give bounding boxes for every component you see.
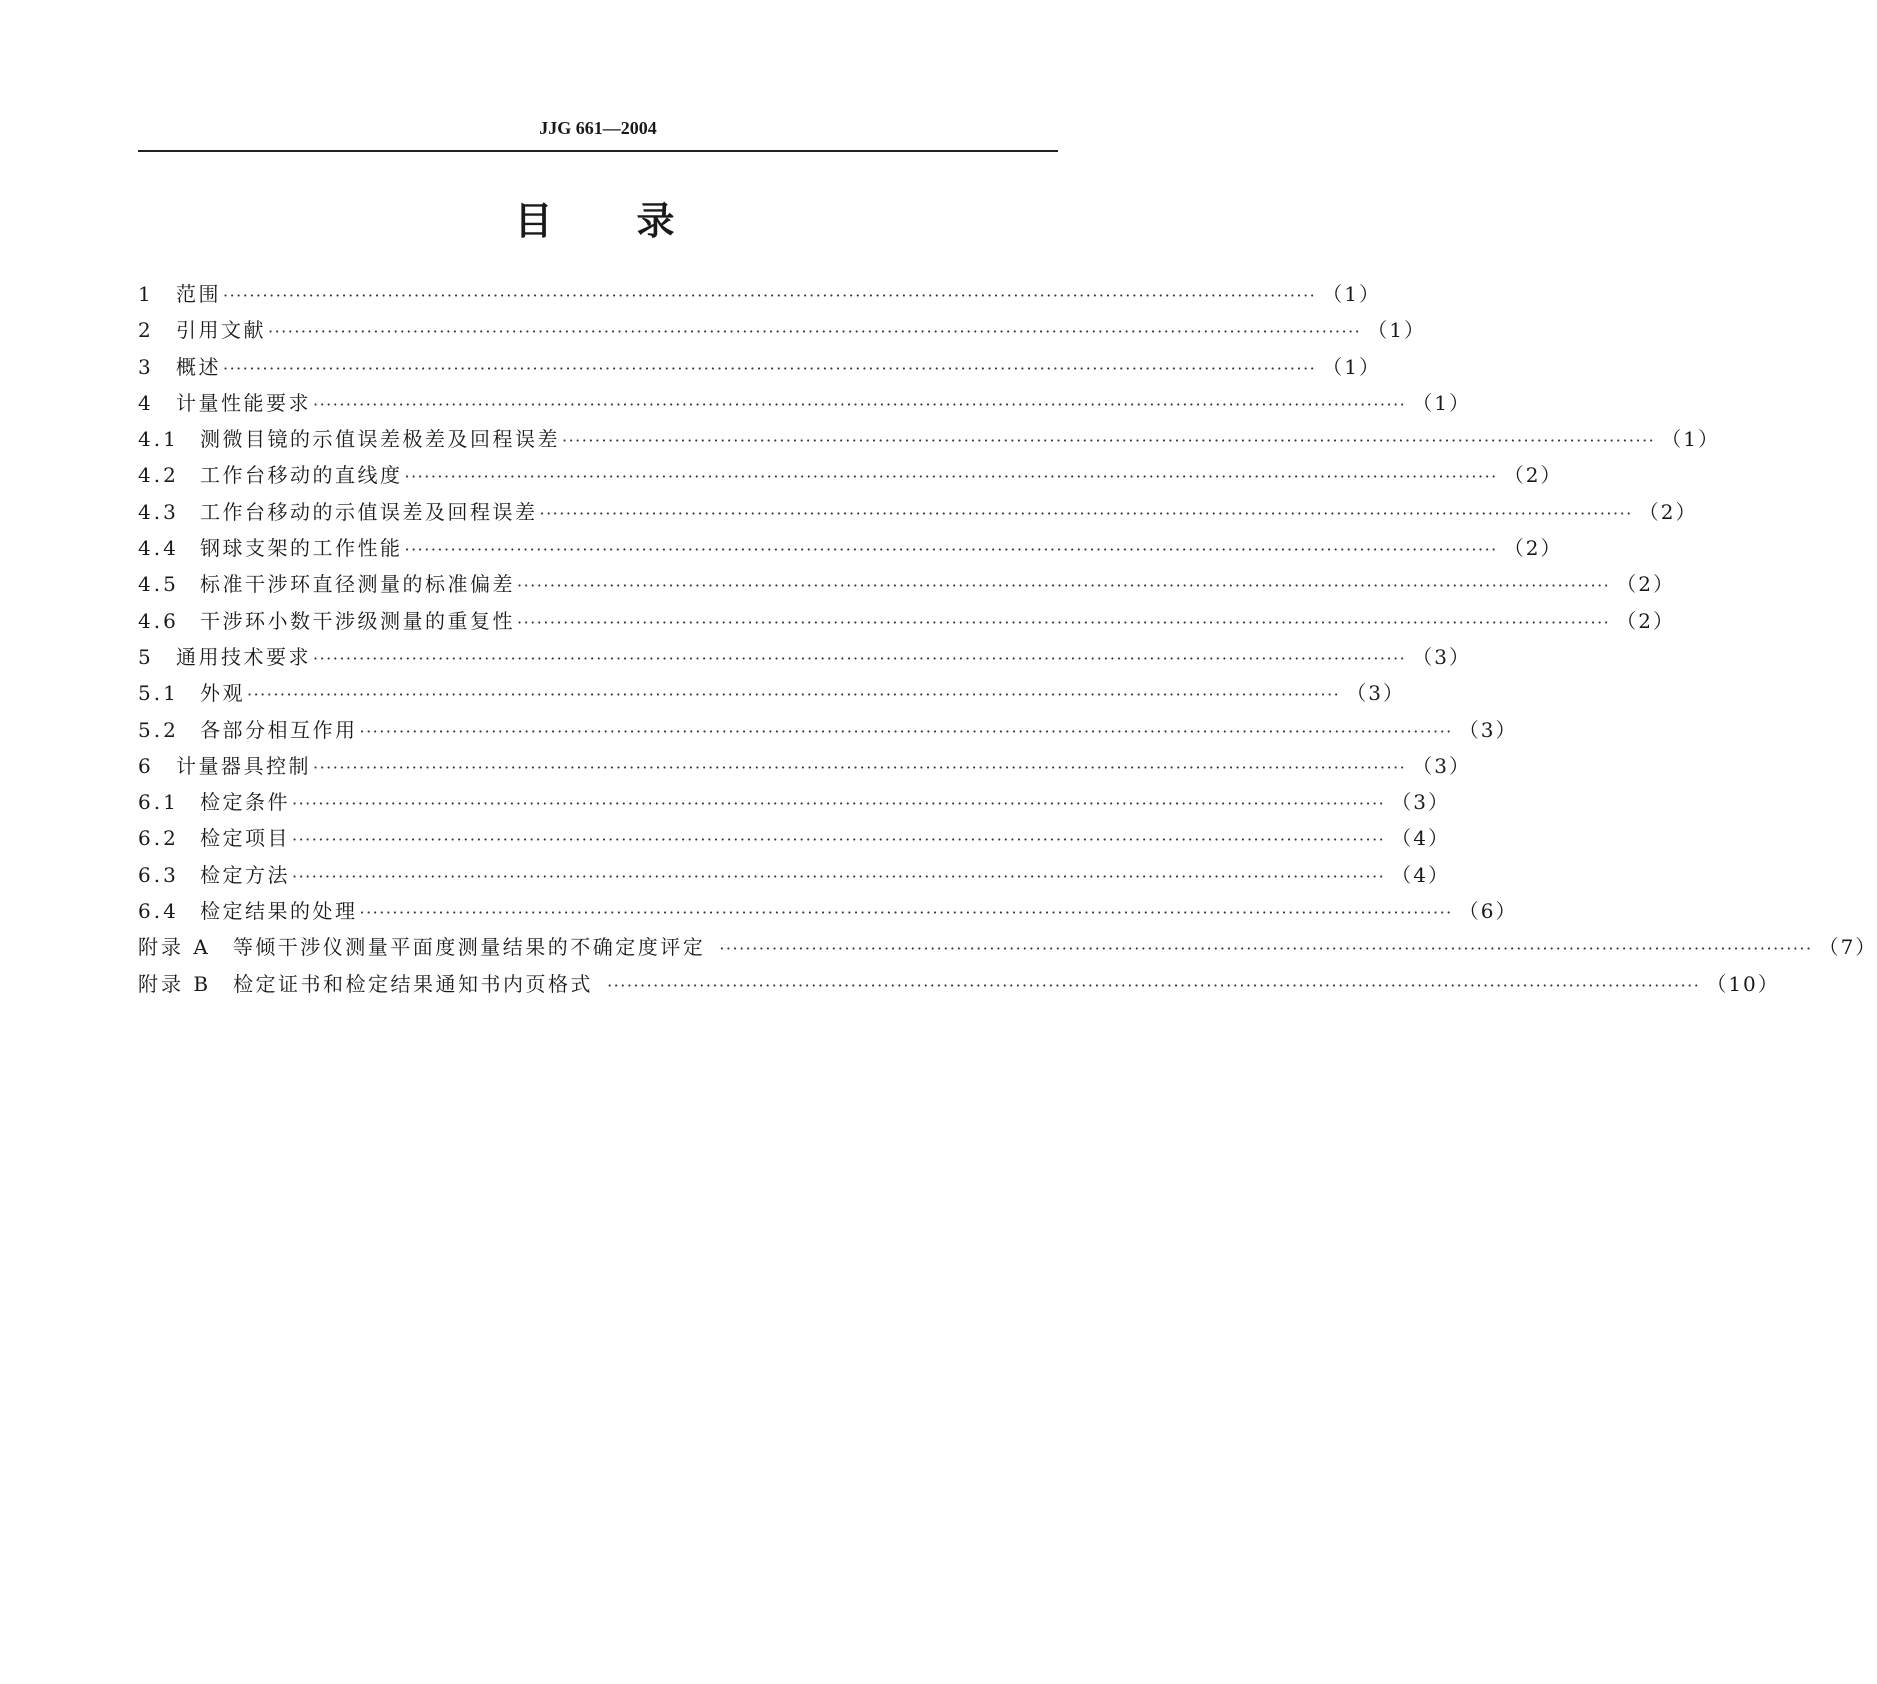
toc-number: 4.1: [138, 427, 179, 452]
title-char-2: 录: [636, 199, 677, 243]
toc-number: 附录 B: [138, 971, 212, 996]
toc-number: 6.4: [138, 899, 179, 924]
toc-leader-dots: [607, 968, 1700, 1004]
toc-title: 外观: [200, 681, 245, 706]
toc-title: 概述: [176, 354, 221, 379]
toc-number: 5.2: [138, 717, 179, 742]
toc-page-number: （2）: [1503, 536, 1563, 561]
toc-title: 测微目镜的示值误差极差及回程误差: [200, 427, 560, 452]
toc-title: 等倾干涉仪测量平面度测量结果的不确定度评定: [232, 935, 706, 960]
toc-leader-dots: [719, 931, 1812, 967]
toc-entry-appendix-b[interactable]: [138, 966, 1780, 1002]
toc-page-number: （2）: [1616, 572, 1675, 597]
toc-leader-dots: [517, 568, 1610, 604]
toc-number: 附录 A: [138, 935, 211, 960]
toc-number: 1: [138, 282, 154, 306]
toc-number: 4.2: [138, 463, 179, 488]
toc-page-number: （3）: [1346, 681, 1405, 706]
toc-entry[interactable]: [138, 530, 1563, 566]
toc-entry[interactable]: [138, 675, 1405, 711]
toc-page-number: （3）: [1412, 753, 1471, 778]
table-of-contents: [138, 276, 1877, 1002]
toc-number: 6.1: [138, 790, 179, 815]
toc-title: 通用技术要求: [176, 644, 311, 669]
toc-leader-dots: [223, 351, 1316, 387]
toc-title: 干涉环小数干涉级测量的重复性: [200, 608, 515, 633]
toc-number: 6: [138, 753, 154, 778]
page-title: [0, 196, 1191, 246]
toc-title: 检定证书和检定结果通知书内页格式: [233, 971, 594, 996]
toc-number: 4.3: [138, 499, 179, 524]
toc-number: 3: [138, 354, 154, 379]
toc-entry[interactable]: [138, 566, 1675, 602]
toc-page-number: （1）: [1322, 354, 1381, 379]
toc-leader-dots: [268, 314, 1361, 350]
toc-page-number: （7）: [1818, 935, 1877, 960]
toc-title: 各部分相互作用: [200, 717, 358, 742]
toc-number: 5.1: [138, 681, 179, 706]
toc-entry[interactable]: [138, 421, 1720, 457]
toc-number: 4.5: [138, 572, 179, 597]
toc-page-number: （1）: [1661, 427, 1720, 452]
toc-leader-dots: [405, 532, 1498, 568]
toc-number: 4.6: [138, 608, 179, 633]
toc-leader-dots: [292, 786, 1385, 822]
toc-title: 标准干涉环直径测量的标准偏差: [200, 572, 515, 597]
toc-page-number: （2）: [1503, 463, 1563, 488]
toc-title: 工作台移动的直线度: [200, 463, 403, 488]
toc-title: 工作台移动的示值误差及回程误差: [200, 499, 538, 524]
toc-entry[interactable]: [138, 457, 1563, 493]
toc-number: 4: [138, 390, 154, 415]
toc-page-number: （2）: [1616, 608, 1675, 633]
toc-leader-dots: [517, 605, 1610, 641]
toc-page-number: （3）: [1412, 644, 1471, 669]
toc-entry[interactable]: [138, 603, 1675, 639]
toc-number: 6.3: [138, 862, 179, 887]
document-code: JJG 661—2004: [539, 118, 657, 138]
toc-leader-dots: [223, 278, 1316, 314]
toc-title: 检定结果的处理: [200, 899, 358, 924]
toc-title: 计量性能要求: [176, 390, 311, 415]
page-header: [138, 114, 1058, 152]
toc-leader-dots: [540, 496, 1633, 532]
toc-leader-dots: [292, 859, 1385, 895]
toc-title: 检定条件: [200, 790, 290, 815]
toc-entry[interactable]: [138, 276, 1381, 312]
toc-title: 引用文献: [176, 318, 266, 343]
toc-leader-dots: [313, 641, 1406, 677]
toc-page-number: （3）: [1458, 717, 1518, 742]
toc-title: 检定方法: [200, 862, 290, 887]
toc-number: 2: [138, 318, 154, 343]
toc-page-number: （1）: [1367, 318, 1426, 343]
toc-number: 6.2: [138, 826, 179, 851]
toc-leader-dots: [360, 714, 1453, 750]
toc-leader-dots: [247, 677, 1340, 713]
toc-leader-dots: [360, 895, 1453, 931]
toc-title: 检定项目: [200, 826, 290, 851]
toc-entry[interactable]: [138, 639, 1471, 675]
toc-page-number: （1）: [1412, 390, 1471, 415]
toc-page-number: （3）: [1391, 790, 1450, 815]
toc-page-number: （4）: [1391, 862, 1450, 887]
toc-entry[interactable]: [138, 385, 1471, 421]
toc-leader-dots: [405, 459, 1498, 495]
toc-page-number: （1）: [1322, 282, 1381, 306]
toc-entry[interactable]: [138, 784, 1450, 820]
toc-entry[interactable]: [138, 312, 1426, 348]
title-char-1: 目: [514, 199, 555, 243]
toc-page-number: （6）: [1458, 899, 1518, 924]
toc-leader-dots: [313, 387, 1406, 423]
toc-entry[interactable]: [138, 748, 1471, 784]
toc-entry[interactable]: [138, 893, 1518, 929]
toc-title: 钢球支架的工作性能: [200, 536, 403, 561]
toc-title: 范围: [176, 282, 221, 306]
toc-entry-appendix-a[interactable]: [138, 929, 1877, 965]
toc-entry[interactable]: [138, 857, 1450, 893]
toc-page-number: （10）: [1706, 971, 1780, 996]
toc-entry[interactable]: [138, 494, 1698, 530]
toc-leader-dots: [313, 750, 1406, 786]
toc-number: 5: [138, 644, 154, 669]
toc-title: 计量器具控制: [176, 753, 311, 778]
toc-entry[interactable]: [138, 349, 1381, 385]
toc-entry[interactable]: [138, 712, 1518, 748]
toc-leader-dots: [292, 822, 1385, 858]
toc-page-number: （2）: [1638, 499, 1698, 524]
toc-page-number: （4）: [1391, 826, 1450, 851]
toc-leader-dots: [562, 423, 1655, 459]
toc-number: 4.4: [138, 536, 179, 561]
toc-entry[interactable]: [138, 820, 1450, 856]
